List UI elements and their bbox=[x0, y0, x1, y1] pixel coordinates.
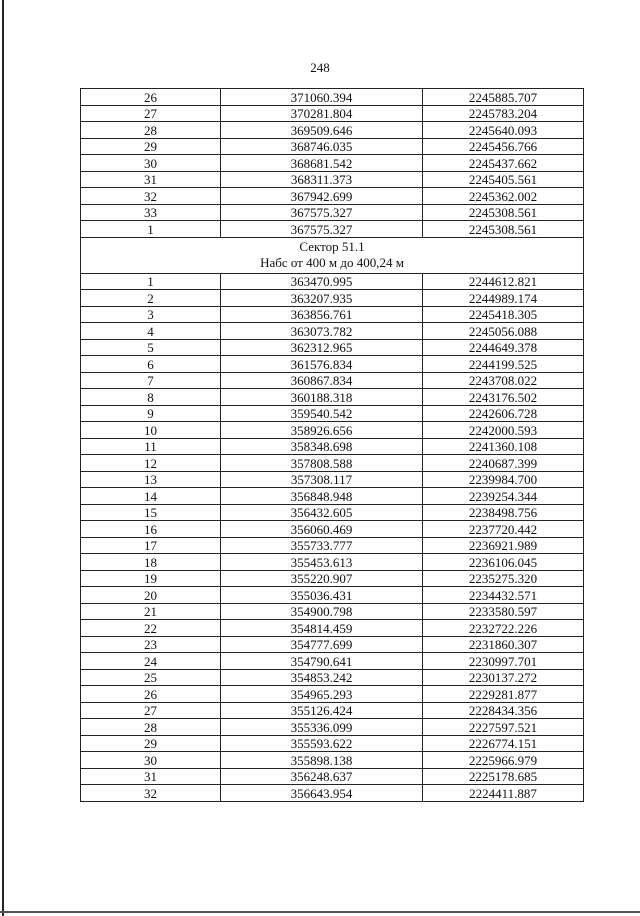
sector-header-cell bbox=[81, 237, 584, 273]
x-coordinate-cell: 369509.646 bbox=[221, 122, 423, 139]
y-coordinate-cell: 2227597.521 bbox=[423, 719, 584, 736]
sector-header-body bbox=[81, 237, 584, 273]
y-coordinate-cell: 2234432.571 bbox=[423, 587, 584, 604]
x-coordinate-cell: 368311.373 bbox=[221, 171, 423, 188]
point-number-cell: 21 bbox=[81, 603, 221, 620]
point-number-cell: 18 bbox=[81, 554, 221, 571]
table-row bbox=[81, 155, 584, 172]
point-number-cell: 32 bbox=[81, 188, 221, 205]
x-coordinate-cell: 354853.242 bbox=[221, 669, 423, 686]
y-coordinate-cell: 2243176.502 bbox=[423, 389, 584, 406]
point-number-cell: 31 bbox=[81, 768, 221, 785]
point-number-cell: 26 bbox=[81, 686, 221, 703]
point-number-cell: 3 bbox=[81, 306, 221, 323]
x-coordinate-cell: 354814.459 bbox=[221, 620, 423, 637]
x-coordinate-cell: 355126.424 bbox=[221, 702, 423, 719]
point-number-cell: 19 bbox=[81, 570, 221, 587]
point-number-cell: 6 bbox=[81, 356, 221, 373]
point-number-cell: 2 bbox=[81, 290, 221, 307]
x-coordinate-cell: 368681.542 bbox=[221, 155, 423, 172]
sector-subtitle: Набс от 400 м до 400,24 м bbox=[260, 254, 404, 270]
x-coordinate-cell: 367575.327 bbox=[221, 221, 423, 238]
point-number-cell: 25 bbox=[81, 669, 221, 686]
y-coordinate-cell: 2240687.399 bbox=[423, 455, 584, 472]
x-coordinate-cell: 358926.656 bbox=[221, 422, 423, 439]
table-row bbox=[81, 702, 584, 719]
table-row bbox=[81, 306, 584, 323]
point-number-cell: 31 bbox=[81, 171, 221, 188]
y-coordinate-cell: 2224411.887 bbox=[423, 785, 584, 802]
point-number-cell: 30 bbox=[81, 752, 221, 769]
x-coordinate-cell: 360867.834 bbox=[221, 372, 423, 389]
point-number-cell: 1 bbox=[81, 221, 221, 238]
scan-bottom-edge bbox=[0, 911, 640, 913]
y-coordinate-cell: 2232722.226 bbox=[423, 620, 584, 637]
point-number-cell: 1 bbox=[81, 273, 221, 290]
table-row bbox=[81, 587, 584, 604]
x-coordinate-cell: 356060.469 bbox=[221, 521, 423, 538]
table-row bbox=[81, 138, 584, 155]
y-coordinate-cell: 2245640.093 bbox=[423, 122, 584, 139]
point-number-cell: 22 bbox=[81, 620, 221, 637]
y-coordinate-cell: 2237720.442 bbox=[423, 521, 584, 538]
table-row bbox=[81, 405, 584, 422]
y-coordinate-cell: 2244989.174 bbox=[423, 290, 584, 307]
x-coordinate-cell: 363470.995 bbox=[221, 273, 423, 290]
table-row bbox=[81, 89, 584, 106]
y-coordinate-cell: 2243708.022 bbox=[423, 372, 584, 389]
point-number-cell: 10 bbox=[81, 422, 221, 439]
x-coordinate-cell: 363073.782 bbox=[221, 323, 423, 340]
x-coordinate-cell: 355453.613 bbox=[221, 554, 423, 571]
y-coordinate-cell: 2225178.685 bbox=[423, 768, 584, 785]
point-number-cell: 28 bbox=[81, 122, 221, 139]
table-row bbox=[81, 686, 584, 703]
table-row bbox=[81, 653, 584, 670]
point-number-cell: 24 bbox=[81, 653, 221, 670]
y-coordinate-cell: 2241360.108 bbox=[423, 438, 584, 455]
y-coordinate-cell: 2245456.766 bbox=[423, 138, 584, 155]
point-number-cell: 32 bbox=[81, 785, 221, 802]
table-row bbox=[81, 636, 584, 653]
table-row bbox=[81, 735, 584, 752]
table-row bbox=[81, 204, 584, 221]
sector-title: Сектор 51.1 bbox=[299, 238, 365, 254]
y-coordinate-cell: 2245405.561 bbox=[423, 171, 584, 188]
x-coordinate-cell: 371060.394 bbox=[221, 89, 423, 106]
y-coordinate-cell: 2245308.561 bbox=[423, 221, 584, 238]
table-row bbox=[81, 752, 584, 769]
y-coordinate-cell: 2245885.707 bbox=[423, 89, 584, 106]
table-row bbox=[81, 273, 584, 290]
table-body-before bbox=[81, 89, 584, 238]
point-number-cell: 29 bbox=[81, 735, 221, 752]
x-coordinate-cell: 355733.777 bbox=[221, 537, 423, 554]
x-coordinate-cell: 360188.318 bbox=[221, 389, 423, 406]
x-coordinate-cell: 355898.138 bbox=[221, 752, 423, 769]
x-coordinate-cell: 355336.099 bbox=[221, 719, 423, 736]
table-row bbox=[81, 339, 584, 356]
y-coordinate-cell: 2245362.002 bbox=[423, 188, 584, 205]
table-row bbox=[81, 105, 584, 122]
y-coordinate-cell: 2236921.989 bbox=[423, 537, 584, 554]
y-coordinate-cell: 2245418.305 bbox=[423, 306, 584, 323]
table-row bbox=[81, 221, 584, 238]
table-row bbox=[81, 504, 584, 521]
table-row bbox=[81, 372, 584, 389]
point-number-cell: 7 bbox=[81, 372, 221, 389]
y-coordinate-cell: 2238498.756 bbox=[423, 504, 584, 521]
y-coordinate-cell: 2242000.593 bbox=[423, 422, 584, 439]
x-coordinate-cell: 356248.637 bbox=[221, 768, 423, 785]
point-number-cell: 11 bbox=[81, 438, 221, 455]
y-coordinate-cell: 2235275.320 bbox=[423, 570, 584, 587]
x-coordinate-cell: 354900.798 bbox=[221, 603, 423, 620]
x-coordinate-cell: 356848.948 bbox=[221, 488, 423, 505]
page-number: 248 bbox=[310, 60, 330, 75]
table-row bbox=[81, 122, 584, 139]
table-row bbox=[81, 188, 584, 205]
scan-frame-edge bbox=[2, 0, 4, 916]
x-coordinate-cell: 363856.761 bbox=[221, 306, 423, 323]
point-number-cell: 27 bbox=[81, 105, 221, 122]
point-number-cell: 16 bbox=[81, 521, 221, 538]
y-coordinate-cell: 2239254.344 bbox=[423, 488, 584, 505]
x-coordinate-cell: 367575.327 bbox=[221, 204, 423, 221]
x-coordinate-cell: 370281.804 bbox=[221, 105, 423, 122]
point-number-cell: 15 bbox=[81, 504, 221, 521]
table-row bbox=[81, 521, 584, 538]
point-number-cell: 27 bbox=[81, 702, 221, 719]
y-coordinate-cell: 2242606.728 bbox=[423, 405, 584, 422]
table-row bbox=[81, 471, 584, 488]
y-coordinate-cell: 2233580.597 bbox=[423, 603, 584, 620]
table-row bbox=[81, 768, 584, 785]
coordinates-table bbox=[80, 88, 584, 802]
table-row bbox=[81, 171, 584, 188]
x-coordinate-cell: 357808.588 bbox=[221, 455, 423, 472]
y-coordinate-cell: 2244612.821 bbox=[423, 273, 584, 290]
y-coordinate-cell: 2229281.877 bbox=[423, 686, 584, 703]
y-coordinate-cell: 2226774.151 bbox=[423, 735, 584, 752]
y-coordinate-cell: 2245056.088 bbox=[423, 323, 584, 340]
point-number-cell: 4 bbox=[81, 323, 221, 340]
point-number-cell: 8 bbox=[81, 389, 221, 406]
x-coordinate-cell: 362312.965 bbox=[221, 339, 423, 356]
y-coordinate-cell: 2236106.045 bbox=[423, 554, 584, 571]
table-row bbox=[81, 290, 584, 307]
table-row bbox=[81, 488, 584, 505]
table-row bbox=[81, 603, 584, 620]
y-coordinate-cell: 2245783.204 bbox=[423, 105, 584, 122]
x-coordinate-cell: 356643.954 bbox=[221, 785, 423, 802]
table-row bbox=[81, 356, 584, 373]
point-number-cell: 26 bbox=[81, 89, 221, 106]
x-coordinate-cell: 368746.035 bbox=[221, 138, 423, 155]
x-coordinate-cell: 361576.834 bbox=[221, 356, 423, 373]
x-coordinate-cell: 354777.699 bbox=[221, 636, 423, 653]
table-row bbox=[81, 422, 584, 439]
table-row bbox=[81, 455, 584, 472]
point-number-cell: 20 bbox=[81, 587, 221, 604]
x-coordinate-cell: 357308.117 bbox=[221, 471, 423, 488]
table-row bbox=[81, 554, 584, 571]
x-coordinate-cell: 354790.641 bbox=[221, 653, 423, 670]
table-body-after bbox=[81, 273, 584, 801]
point-number-cell: 29 bbox=[81, 138, 221, 155]
y-coordinate-cell: 2230997.701 bbox=[423, 653, 584, 670]
point-number-cell: 13 bbox=[81, 471, 221, 488]
x-coordinate-cell: 358348.698 bbox=[221, 438, 423, 455]
y-coordinate-cell: 2239984.700 bbox=[423, 471, 584, 488]
point-number-cell: 17 bbox=[81, 537, 221, 554]
point-number-cell: 33 bbox=[81, 204, 221, 221]
y-coordinate-cell: 2244649.378 bbox=[423, 339, 584, 356]
y-coordinate-cell: 2231860.307 bbox=[423, 636, 584, 653]
x-coordinate-cell: 355593.622 bbox=[221, 735, 423, 752]
y-coordinate-cell: 2245437.662 bbox=[423, 155, 584, 172]
table-row bbox=[81, 620, 584, 637]
table-row bbox=[81, 669, 584, 686]
point-number-cell: 23 bbox=[81, 636, 221, 653]
point-number-cell: 30 bbox=[81, 155, 221, 172]
point-number-cell: 14 bbox=[81, 488, 221, 505]
point-number-cell: 5 bbox=[81, 339, 221, 356]
table-row bbox=[81, 570, 584, 587]
point-number-cell: 9 bbox=[81, 405, 221, 422]
x-coordinate-cell: 356432.605 bbox=[221, 504, 423, 521]
x-coordinate-cell: 367942.699 bbox=[221, 188, 423, 205]
table-row bbox=[81, 323, 584, 340]
y-coordinate-cell: 2225966.979 bbox=[423, 752, 584, 769]
table-row bbox=[81, 537, 584, 554]
table-row bbox=[81, 389, 584, 406]
y-coordinate-cell: 2244199.525 bbox=[423, 356, 584, 373]
table-row bbox=[81, 785, 584, 802]
x-coordinate-cell: 354965.293 bbox=[221, 686, 423, 703]
x-coordinate-cell: 355220.907 bbox=[221, 570, 423, 587]
x-coordinate-cell: 355036.431 bbox=[221, 587, 423, 604]
sector-header-row bbox=[81, 237, 584, 273]
y-coordinate-cell: 2245308.561 bbox=[423, 204, 584, 221]
x-coordinate-cell: 359540.542 bbox=[221, 405, 423, 422]
y-coordinate-cell: 2228434.356 bbox=[423, 702, 584, 719]
table-row bbox=[81, 719, 584, 736]
y-coordinate-cell: 2230137.272 bbox=[423, 669, 584, 686]
point-number-cell: 28 bbox=[81, 719, 221, 736]
x-coordinate-cell: 363207.935 bbox=[221, 290, 423, 307]
table-row bbox=[81, 438, 584, 455]
point-number-cell: 12 bbox=[81, 455, 221, 472]
